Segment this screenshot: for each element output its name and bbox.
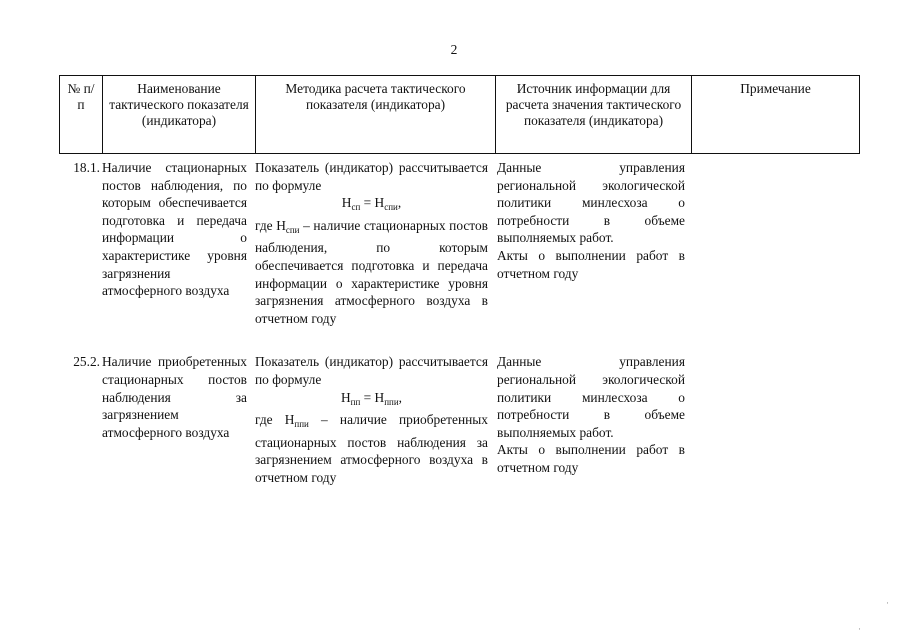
method-intro: Показатель (индикатор) рассчитывается по формуле	[255, 160, 488, 193]
formula: $Н_{пп} = Н_{ппи}$,	[340, 389, 403, 407]
header-note: Примечание	[692, 76, 860, 154]
method-text: где $Н_{ппи}$ – наличие приобретенных стационарных постов наблюдения за загрязнением атмосферного воздуха в отчетном году	[255, 412, 488, 485]
information-source	[495, 159, 691, 327]
method-text: где $Н_{спи}$ – наличие стационарных постов наблюдения, по которым обеспечивается подготовка и передача информации о характеристике уровня загрязнения атмосферного воздуха в отчетном году	[255, 217, 488, 326]
row-number: 18.1.	[73, 160, 100, 175]
source-text: Данные управления региональной экологической политики минлесхоза о потребности в объеме выполняемых работ.	[497, 160, 685, 246]
formula: $Н_{сп} = Н_{спи}$,	[341, 195, 402, 213]
page-number: 2	[450, 42, 458, 57]
header-num: № п/п	[60, 76, 103, 154]
calculation-method	[255, 353, 495, 486]
note	[691, 159, 859, 327]
source-acts: Акты о выполнении работ в отчетном году	[497, 247, 685, 281]
source-text: Данные управления региональной экологической политики минлесхоза о потребности в объеме выполняемых работ.	[497, 354, 685, 440]
table-body	[59, 159, 859, 487]
note	[691, 353, 859, 486]
header-source: Источник информации для расчета значения тактического показателя (индикатора)	[496, 76, 692, 154]
scan-speck: ·	[886, 598, 889, 608]
source-acts: Акты о выполнении работ в отчетном году	[497, 442, 685, 475]
table-row	[59, 159, 859, 327]
scan-speck: ·	[858, 624, 861, 634]
calculation-method	[255, 159, 495, 327]
indicator-name: Наличие приобретенных стационарных постов наблюдения за загрязнением атмосферного воздуха	[102, 354, 247, 440]
row-number: 25.2.	[73, 354, 100, 370]
header-name: Наименование тактического показателя (индикатора)	[103, 76, 256, 154]
table-row	[59, 353, 859, 486]
header-method: Методика расчета тактического показателя (индикатора)	[256, 76, 496, 154]
method-intro: Показатель (индикатор) рассчитывается по формуле	[255, 354, 488, 387]
table-header	[59, 75, 860, 154]
indicator-name: Наличие стационарных постов наблюдения, по которым обеспечивается подготовка и передача информации о характеристике уровня загрязнения атмосферного воздуха	[102, 160, 247, 299]
information-source	[495, 353, 691, 486]
